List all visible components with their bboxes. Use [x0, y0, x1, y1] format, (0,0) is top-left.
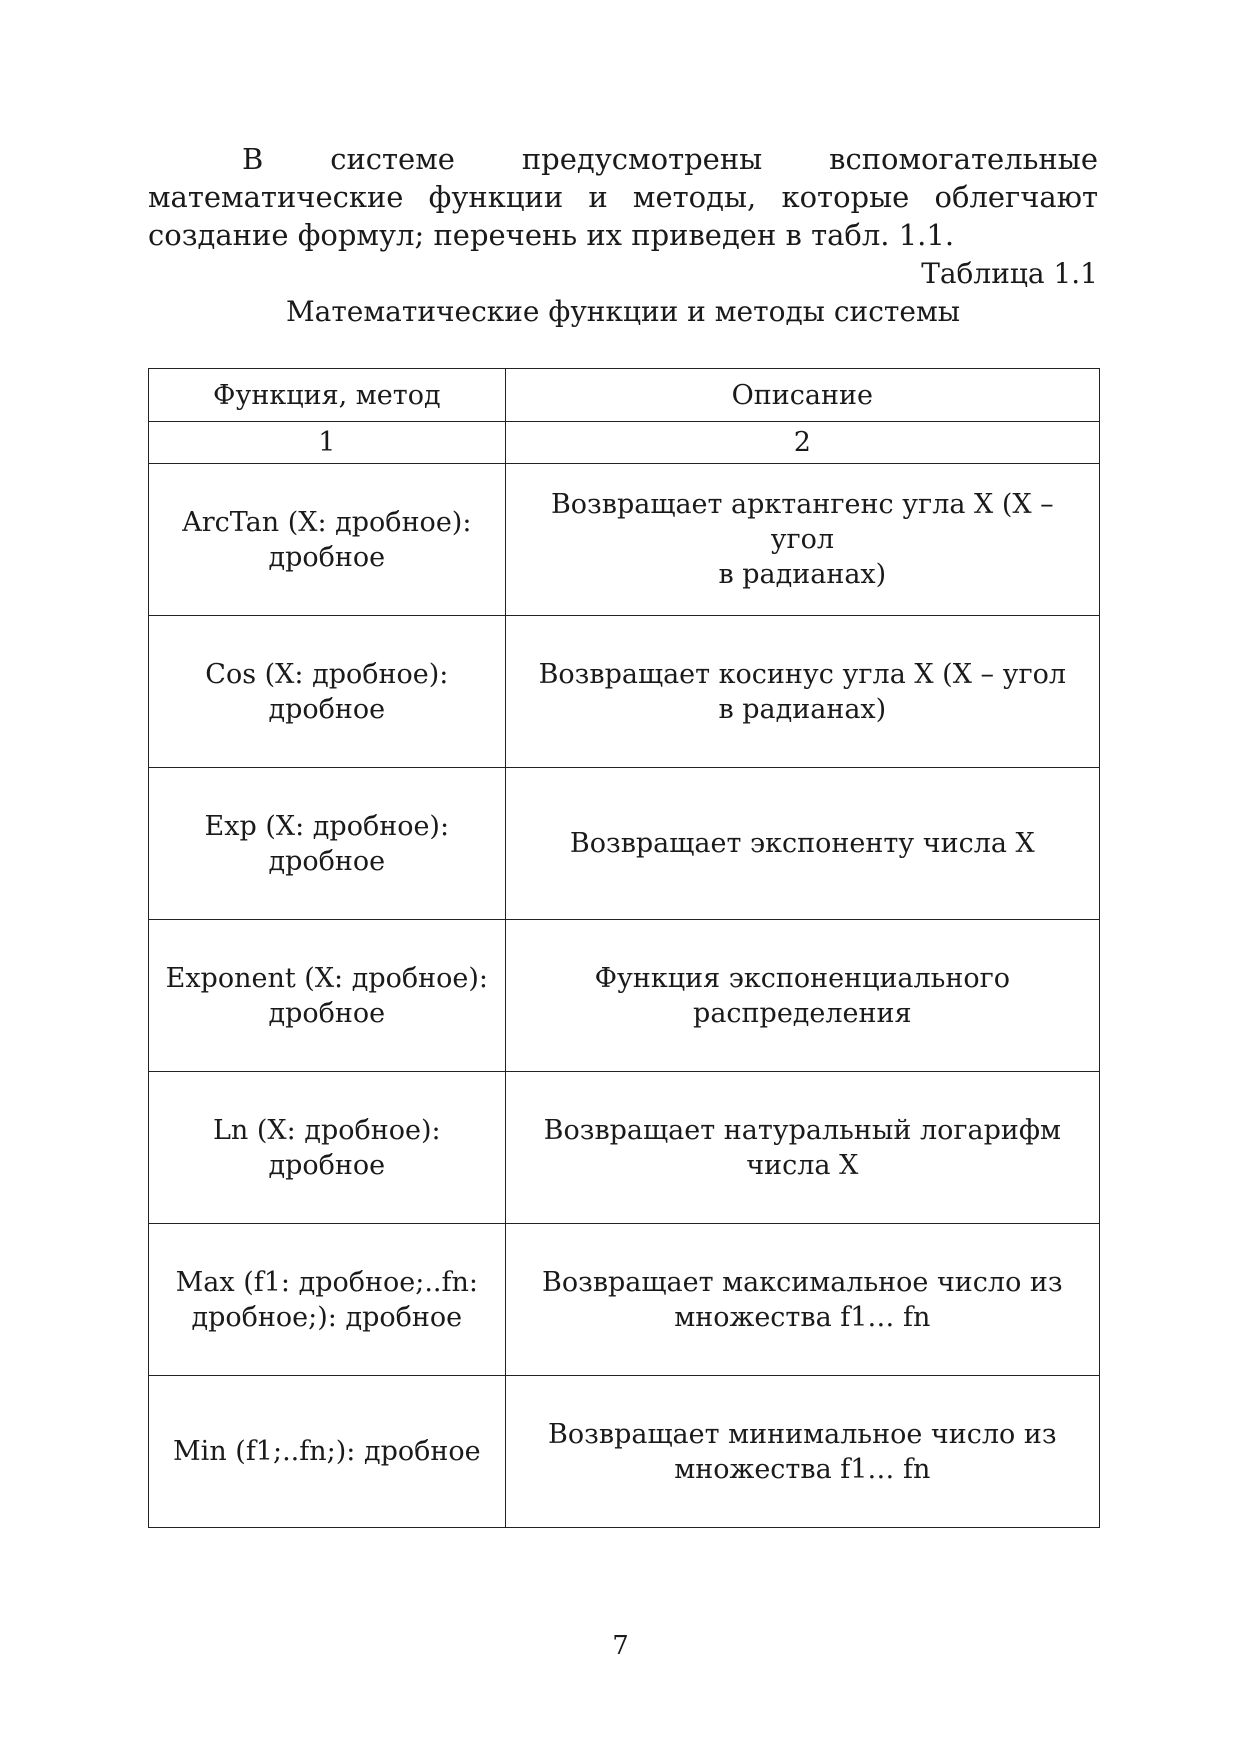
description-line: Возвращает натуральный логарифм [543, 1114, 1062, 1146]
table-row [149, 1376, 1100, 1528]
description-line: числа X [746, 1149, 859, 1181]
function-line: дробное [268, 541, 386, 573]
description-line: Возвращает арктангенс угла X (X – угол [550, 489, 1054, 555]
description-cell [505, 920, 1099, 1072]
description-line: Функция экспоненциального [594, 962, 1011, 994]
column-numbers-row [149, 422, 1100, 464]
header-function: Функция, метод [149, 369, 506, 422]
description-line: Возвращает косинус угла X (X – угол [538, 658, 1067, 690]
description-line: Возвращает экспоненту числа X [569, 828, 1035, 859]
function-line: дробное [268, 693, 386, 725]
description-line: в радианах) [718, 559, 887, 590]
table-row [149, 1224, 1100, 1376]
description-cell [505, 464, 1099, 616]
function-cell [149, 464, 506, 616]
function-line: Min (f1;..fn;): дробное [173, 1436, 481, 1467]
page-number: 7 [612, 1631, 629, 1661]
function-line: Cos (X: дробное): [205, 658, 449, 690]
table-label: Таблица 1.1 [921, 257, 1098, 290]
description-line: в радианах) [718, 693, 887, 725]
function-line: Max (f1: дробное;..fn: [175, 1266, 478, 1298]
table-row [149, 768, 1100, 920]
function-line: дробное [268, 845, 386, 877]
table-row [149, 1072, 1100, 1224]
function-cell [149, 616, 506, 768]
table-header-row [149, 369, 1100, 422]
table-row [149, 464, 1100, 616]
description-cell [505, 768, 1099, 920]
function-cell [149, 768, 506, 920]
function-line: дробное [268, 997, 386, 1029]
description-line: распределения [693, 997, 912, 1029]
column-number-1: 1 [149, 422, 506, 464]
table-row [149, 920, 1100, 1072]
description-cell [505, 1072, 1099, 1224]
description-cell [505, 616, 1099, 768]
function-line: ArcTan (X: дробное): [182, 506, 472, 538]
table-row [149, 616, 1100, 768]
function-cell [149, 920, 506, 1072]
functions-table [148, 368, 1100, 1528]
function-line: Ln (X: дробное): [213, 1114, 441, 1146]
column-number-2: 2 [505, 422, 1099, 464]
function-line: Exponent (X: дробное): [165, 962, 489, 994]
description-line: Возвращает максимальное число из [542, 1266, 1063, 1298]
description-line: множества f1… fn [674, 1453, 931, 1485]
function-line: дробное;): дробное [191, 1301, 463, 1333]
function-cell [149, 1072, 506, 1224]
function-line: Exp (X: дробное): [204, 810, 450, 842]
table-title: Математические функции и методы системы [285, 295, 961, 328]
function-line: дробное [268, 1149, 386, 1181]
description-line: множества f1… fn [674, 1301, 931, 1333]
function-cell [149, 1224, 506, 1376]
intro-paragraph: В системе предусмотрены вспомогательные математические функции и методы, которые облегчают создание формул; перечень их приведен в табл. 1.1. [148, 142, 1098, 252]
function-cell [149, 1376, 506, 1528]
description-cell [505, 1224, 1099, 1376]
description-line: Возвращает минимальное число из [548, 1418, 1057, 1450]
description-cell [505, 1376, 1099, 1528]
header-description: Описание [505, 369, 1099, 422]
